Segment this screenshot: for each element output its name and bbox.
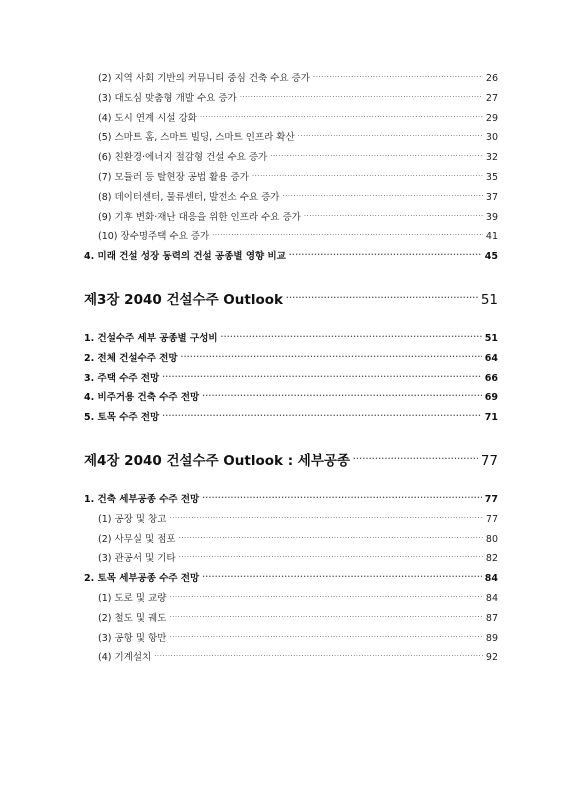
toc-section-entry[interactable] [84, 350, 498, 370]
entry-page-number: 84 [485, 592, 498, 604]
entry-title: (6) 친환경·에너지 절감형 건설 수요 증가 [98, 152, 268, 164]
table-of-contents [84, 70, 498, 669]
entry-title: (8) 데이터센터, 물류센터, 발전소 수요 증가 [98, 191, 280, 203]
entry-page-number: 69 [484, 392, 498, 404]
dot-leader [298, 132, 483, 140]
toc-section-entry[interactable] [84, 370, 498, 390]
toc-subsection-entry[interactable] [84, 70, 498, 90]
entry-page-number: 89 [485, 632, 498, 644]
toc-section-entry[interactable] [84, 330, 498, 350]
dot-leader [169, 514, 483, 522]
entry-page-number: 26 [485, 73, 498, 84]
entry-page-number: 32 [485, 152, 498, 164]
dot-leader [154, 652, 483, 660]
toc-subsection-entry[interactable] [84, 610, 498, 630]
toc-section-entry[interactable] [84, 491, 498, 511]
dot-leader [282, 192, 482, 200]
chapter-page-number: 77 [480, 452, 498, 469]
entry-page-number: 87 [485, 612, 498, 624]
dot-leader [162, 412, 482, 420]
dot-leader [221, 333, 482, 341]
entry-title: 1. 건축 세부공종 수주 전망 [84, 493, 200, 505]
dot-leader [353, 455, 478, 463]
entry-title: (3) 관공서 및 기타 [98, 553, 176, 565]
entry-page-number: 45 [484, 251, 498, 263]
dot-leader [169, 613, 483, 621]
dot-leader [289, 251, 482, 259]
dot-leader [162, 373, 482, 381]
entry-title: 2. 토목 세부공종 수주 전망 [84, 573, 200, 585]
entry-title: 4. 미래 건설 성장 동력의 건설 공종별 영향 비교 [84, 251, 286, 263]
toc-subsection-entry[interactable] [84, 550, 498, 570]
entry-page-number: 82 [485, 553, 498, 565]
entry-page-number: 51 [484, 332, 498, 344]
toc-subsection-entry[interactable] [84, 169, 498, 189]
entry-page-number: 37 [485, 191, 498, 203]
toc-subsection-entry[interactable] [84, 630, 498, 650]
entry-title: (9) 기후 변화·재난 대응을 위한 인프라 수요 증가 [98, 211, 301, 223]
entry-title: 1. 건설수주 세부 공종별 구성비 [84, 332, 218, 344]
dot-leader [270, 152, 483, 160]
entry-title: (4) 도시 연계 시설 강화 [98, 112, 197, 124]
entry-title: (7) 모듈러 등 탈현장 공법 활용 증가 [98, 171, 249, 183]
entry-title: (10) 장수명주택 수요 증가 [98, 231, 210, 243]
entry-title: (1) 도로 및 교량 [98, 592, 167, 604]
dot-leader [286, 294, 478, 302]
entry-page-number: 29 [485, 112, 498, 124]
dot-leader [202, 573, 482, 581]
chapter-title: 제4장 2040 건설수주 Outlook : 세부공종 [84, 452, 350, 469]
entry-page-number: 71 [484, 412, 498, 424]
dot-leader [304, 212, 483, 220]
toc-subsection-entry[interactable] [84, 228, 498, 248]
toc-section-entry[interactable] [84, 389, 498, 409]
dot-leader [169, 593, 483, 601]
dot-leader [202, 392, 482, 400]
toc-section-entry[interactable] [84, 409, 498, 429]
chapter-title: 제3장 2040 건설수주 Outlook [84, 291, 284, 308]
dot-leader [200, 113, 483, 121]
toc-subsection-entry[interactable] [84, 149, 498, 169]
entry-page-number: 77 [485, 513, 498, 525]
dot-leader [169, 633, 483, 641]
entry-title: (3) 공항 및 항만 [98, 632, 167, 644]
dot-leader [202, 494, 482, 502]
dot-leader [179, 534, 483, 542]
entry-page-number: 66 [484, 372, 498, 384]
entry-title: (3) 대도심 맞춤형 개발 수요 증가 [98, 92, 237, 104]
toc-subsection-entry[interactable] [84, 649, 498, 669]
entry-page-number: 30 [485, 132, 498, 144]
entry-page-number: 41 [485, 231, 498, 243]
toc-subsection-entry[interactable] [84, 189, 498, 209]
toc-chapter-entry[interactable] [84, 449, 498, 471]
toc-subsection-entry[interactable] [84, 110, 498, 130]
dot-leader [179, 553, 483, 561]
toc-chapter-entry[interactable] [84, 288, 498, 310]
entry-title: 4. 비주거용 건축 수주 전망 [84, 392, 200, 404]
toc-section-entry[interactable] [84, 248, 498, 268]
entry-title: 5. 토목 수주 전망 [84, 412, 160, 424]
entry-title: (5) 스마트 홈, 스마트 빌딩, 스마트 인프라 확산 [98, 132, 295, 144]
entry-page-number: 84 [484, 573, 498, 585]
entry-title: (2) 지역 사회 기반의 커뮤니티 중심 건축 수요 증가 [98, 73, 310, 84]
toc-subsection-entry[interactable] [84, 531, 498, 551]
toc-subsection-entry[interactable] [84, 90, 498, 110]
dot-leader [252, 172, 483, 180]
dot-leader [313, 73, 483, 81]
entry-title: (2) 사무실 및 점포 [98, 533, 176, 545]
toc-subsection-entry[interactable] [84, 590, 498, 610]
toc-section-entry[interactable] [84, 570, 498, 590]
entry-title: (1) 공장 및 창고 [98, 513, 167, 525]
entry-page-number: 80 [485, 533, 498, 545]
toc-subsection-entry[interactable] [84, 209, 498, 229]
toc-subsection-entry[interactable] [84, 129, 498, 149]
dot-leader [181, 353, 482, 361]
chapter-page-number: 51 [480, 291, 498, 308]
entry-page-number: 64 [484, 352, 498, 364]
entry-title: 3. 주택 수주 전망 [84, 372, 160, 384]
dot-leader [212, 231, 483, 239]
entry-page-number: 27 [485, 92, 498, 104]
entry-title: 2. 전체 건설수주 전망 [84, 352, 178, 364]
entry-page-number: 92 [485, 652, 498, 664]
entry-title: (2) 철도 및 궤도 [98, 612, 167, 624]
entry-page-number: 35 [485, 171, 498, 183]
toc-subsection-entry[interactable] [84, 511, 498, 531]
entry-page-number: 39 [485, 211, 498, 223]
entry-page-number: 77 [484, 493, 498, 505]
entry-title: (4) 기계설치 [98, 652, 152, 664]
dot-leader [240, 93, 483, 101]
